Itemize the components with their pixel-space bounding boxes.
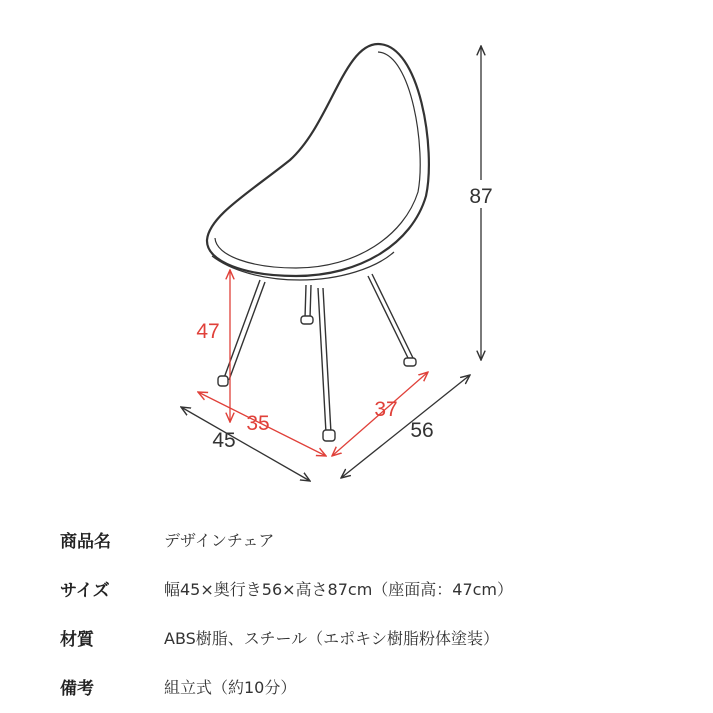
spec-row-name [60, 515, 680, 564]
spec-value: ABS樹脂、スチール（エポキシ樹脂粉体塗装） [164, 629, 499, 648]
spec-label: 材質 [60, 630, 94, 650]
spec-table [60, 515, 680, 711]
seat-depth-dimension [332, 372, 428, 456]
spec-label: 備考 [60, 679, 94, 699]
spec-value: 幅45×奥行き56×高さ87cm（座面高：47cm） [164, 580, 514, 599]
seat-height-label: 47 [196, 320, 220, 343]
height-dimension [462, 46, 502, 360]
spec-row-material [60, 613, 680, 662]
seat-width-label: 35 [246, 412, 270, 435]
spec-row-notes [60, 662, 680, 711]
spec-value: 組立式（約10分） [164, 678, 297, 697]
chair-shell [207, 44, 429, 280]
spec-label: サイズ [60, 581, 110, 601]
spec-value: デザインチェア [164, 531, 275, 550]
depth-dimension [341, 375, 470, 478]
width-label: 45 [212, 429, 236, 452]
depth-label: 56 [410, 419, 434, 442]
height-label: 87 [469, 185, 493, 208]
spec-row-size [60, 564, 680, 613]
spec-label: 商品名 [60, 532, 111, 552]
seat-depth-label: 37 [374, 398, 398, 421]
